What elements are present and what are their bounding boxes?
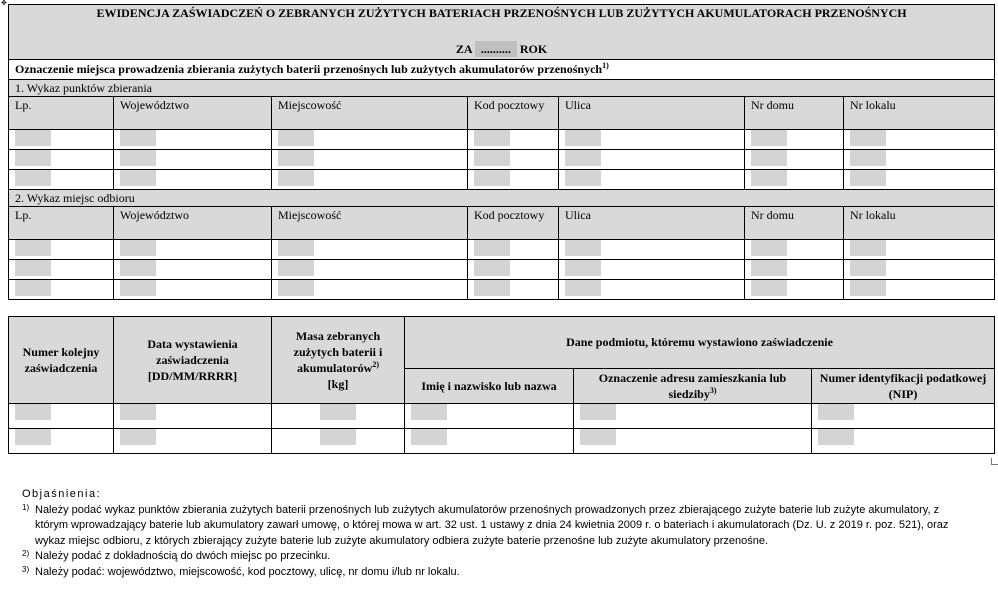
form-field[interactable] xyxy=(120,240,156,256)
table-row xyxy=(9,260,995,280)
form-field[interactable] xyxy=(580,404,616,420)
footnote-ref: 3) xyxy=(709,385,717,395)
section-1-title: 1. Wykaz punktów zbierania xyxy=(9,80,995,97)
form-field[interactable] xyxy=(474,150,510,166)
form-field[interactable] xyxy=(15,150,51,166)
form-field[interactable] xyxy=(474,280,510,296)
form-field[interactable] xyxy=(565,280,601,296)
form-field[interactable] xyxy=(565,170,601,186)
form-field[interactable] xyxy=(565,150,601,166)
title-suffix: ROK xyxy=(519,42,548,56)
table-row xyxy=(9,429,995,454)
col-postal-code: Kod pocztowy xyxy=(468,97,559,130)
table-row xyxy=(9,280,995,300)
table-row xyxy=(9,240,995,260)
form-field[interactable] xyxy=(15,404,51,420)
form-field[interactable] xyxy=(120,260,156,276)
table-row xyxy=(9,150,995,170)
form-field[interactable] xyxy=(751,280,787,296)
form-field[interactable] xyxy=(15,240,51,256)
form-field[interactable] xyxy=(850,150,886,166)
form-field[interactable] xyxy=(15,170,51,186)
form-field[interactable] xyxy=(120,429,156,445)
col-street: Ulica xyxy=(559,97,745,130)
note-2: 2) Należy podać z dokładnością do dwóch miejsc po przecinku. xyxy=(22,549,331,563)
form-field[interactable] xyxy=(565,130,601,146)
form-field[interactable] xyxy=(278,130,314,146)
form-field[interactable] xyxy=(751,150,787,166)
certificates-table xyxy=(8,316,995,454)
col-flat-no: Nr lokalu xyxy=(844,207,995,240)
form-field[interactable] xyxy=(751,130,787,146)
form-field[interactable] xyxy=(850,260,886,276)
form-field[interactable] xyxy=(751,260,787,276)
form-field[interactable] xyxy=(565,240,601,256)
col-postal-code: Kod pocztowy xyxy=(468,207,559,240)
col-mass: Masa zebranych zużytych baterii i akumulatorów$^{2)}$ [kg] xyxy=(272,317,405,404)
form-field[interactable] xyxy=(15,429,51,445)
form-field[interactable] xyxy=(474,170,510,186)
form-field[interactable] xyxy=(850,240,886,256)
form-field[interactable] xyxy=(850,130,886,146)
form-field[interactable] xyxy=(278,150,314,166)
form-field[interactable] xyxy=(818,429,854,445)
col-cert-number: Numer kolejny zaświadczenia xyxy=(9,317,114,404)
form-field[interactable] xyxy=(320,404,356,420)
col-entity-nip: Numer identyfikacji podatkowej (NIP) xyxy=(812,368,995,403)
form-field[interactable] xyxy=(15,130,51,146)
explanations xyxy=(22,487,962,581)
form-field[interactable] xyxy=(751,170,787,186)
section-2-title: 2. Wykaz miejsc odbioru xyxy=(9,190,995,207)
form-field[interactable] xyxy=(278,170,314,186)
form-field[interactable] xyxy=(278,280,314,296)
form-field[interactable] xyxy=(474,260,510,276)
form-field[interactable] xyxy=(751,240,787,256)
form-field[interactable] xyxy=(565,260,601,276)
col-house-no: Nr domu xyxy=(745,97,844,130)
form-field[interactable] xyxy=(120,280,156,296)
table-move-handle-icon[interactable]: ✥ xyxy=(1,0,7,7)
year-field[interactable]: .......... xyxy=(475,41,517,57)
location-label: Oznaczenie miejsca prowadzenia zbierania zużytych baterii przenośnych lub zużytych akumulatorów przenośnych$^{1)}$ xyxy=(9,60,995,80)
footnote-ref: 2) xyxy=(372,360,379,369)
form-field[interactable] xyxy=(850,170,886,186)
form-field[interactable] xyxy=(15,280,51,296)
footnote-ref: 1) xyxy=(602,61,609,70)
form-field[interactable] xyxy=(120,130,156,146)
col-entity-name: Imię i nazwisko lub nazwa xyxy=(405,368,574,403)
form-field[interactable] xyxy=(580,429,616,445)
col-city: Miejscowość xyxy=(272,207,468,240)
title-line-1: EWIDENCJA ZAŚWIADCZEŃ O ZEBRANYCH ZUŻYTYCH BATERIACH PRZENOŚNYCH LUB ZUŻYTYCH AKUMULATORACH PRZENOŚNYCH xyxy=(96,6,907,20)
table-row xyxy=(9,170,995,190)
form-field[interactable] xyxy=(474,240,510,256)
form-field[interactable] xyxy=(15,260,51,276)
col-entity-data: Dane podmiotu, któremu wystawiono zaświadczenie xyxy=(405,317,995,369)
end-of-table-marker xyxy=(991,458,998,465)
col-city: Miejscowość xyxy=(272,97,468,130)
table-row xyxy=(9,404,995,429)
form-field[interactable] xyxy=(818,404,854,420)
table-row xyxy=(9,130,995,150)
form-field[interactable] xyxy=(411,429,447,445)
form-field[interactable] xyxy=(411,404,447,420)
form-field[interactable] xyxy=(278,260,314,276)
col-issue-date: Data wystawienia zaświadczenia [DD/MM/RRRR] xyxy=(114,317,272,404)
form-field[interactable] xyxy=(320,429,356,445)
col-voivodeship: Województwo xyxy=(114,207,272,240)
title-prefix: ZA xyxy=(455,42,472,56)
col-voivodeship: Województwo xyxy=(114,97,272,130)
col-entity-address: Oznaczenie adresu zamieszkania lub siedziby$^{3)}$ xyxy=(574,368,812,403)
form-field[interactable] xyxy=(474,130,510,146)
form-field[interactable] xyxy=(120,404,156,420)
form-field[interactable] xyxy=(120,150,156,166)
form-field[interactable] xyxy=(120,170,156,186)
col-street: Ulica xyxy=(559,207,745,240)
form-field[interactable] xyxy=(850,280,886,296)
registry-form-table xyxy=(8,4,995,300)
col-house-no: Nr domu xyxy=(745,207,844,240)
col-flat-no: Nr lokalu xyxy=(844,97,995,130)
col-lp: Lp. xyxy=(9,97,114,130)
form-title xyxy=(9,5,995,60)
title-line-2 xyxy=(15,41,988,57)
note-1: 1) Należy podać wykaz punktów zbierania zużytych baterii przenośnych lub zużytych akumulatorów przenośnych prowadzonych przez zbierającego zużyte baterie lub zużyte akumulatory, z którym wprowadzający baterie lub akumulatory zawarł umowę, o której mowa w art. 32 ust. 1 ustawy z dnia 24 kwietnia 2009 r. o bateriach i akumulatorach (Dz. U. z 2019 r. poz. 521), oraz wykaz miejsc odbioru, z których zbierający zużyte baterie lub zużyte akumulatory odbiera zużyte baterie przenośne lub zużyte akumulatory przenośne. xyxy=(22,502,949,547)
form-field[interactable] xyxy=(278,240,314,256)
explanations-title: Objaśnienia: xyxy=(22,488,102,500)
note-3: 3) Należy podać: województwo, miejscowość, kod pocztowy, ulicę, nr domu i/lub nr lokalu. xyxy=(22,564,460,578)
col-lp: Lp. xyxy=(9,207,114,240)
